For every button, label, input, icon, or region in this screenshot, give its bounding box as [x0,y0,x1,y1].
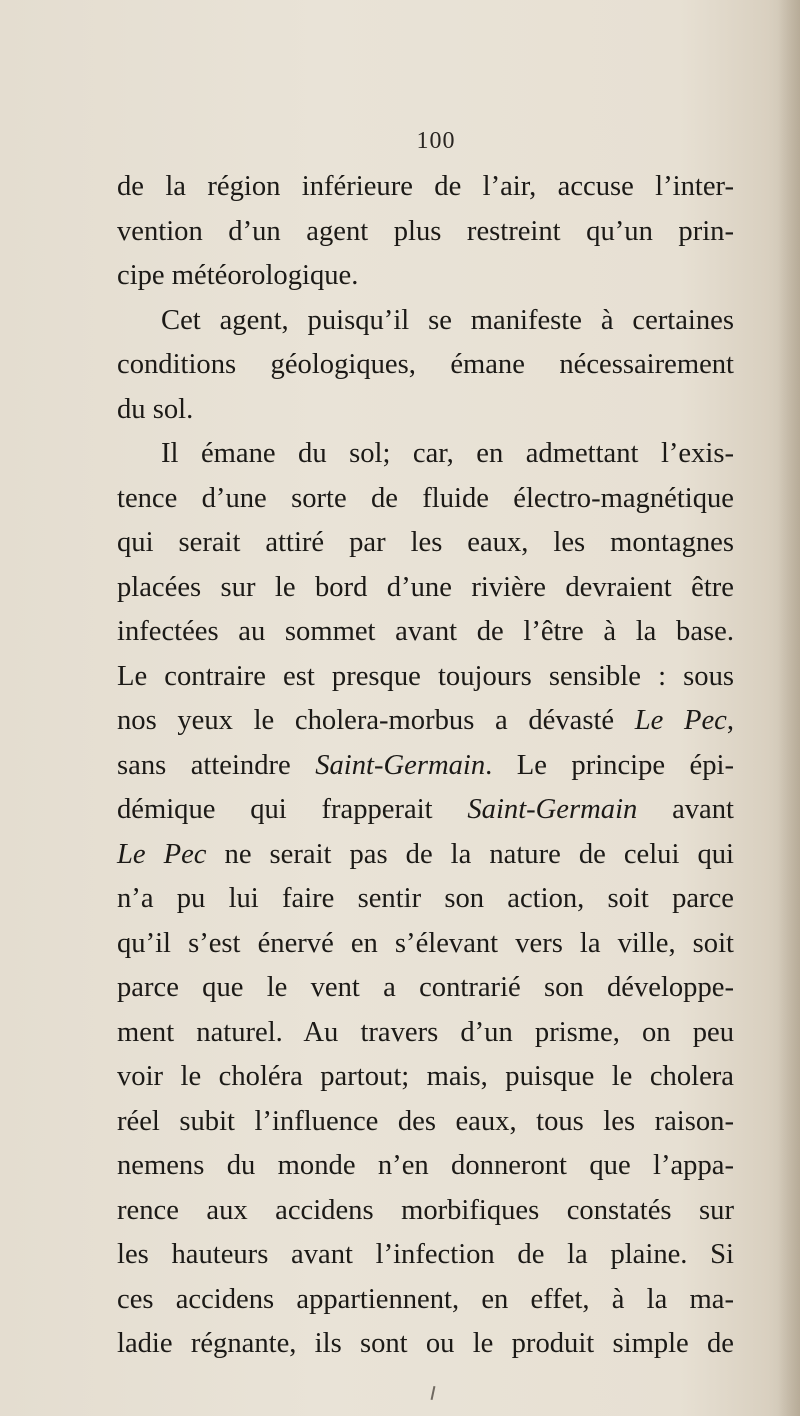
place-name-saint-germain: Saint-Germain [467,794,638,825]
text-line: vention d’un agent plus restreint qu’un prin- [117,215,734,247]
text-line: du sol. [117,393,194,425]
place-name-saint-germain: Saint-Germain [315,749,486,781]
text-run: démique qui frapperait [117,794,468,825]
ink-speck [431,1386,436,1400]
page-number: 100 [416,128,456,154]
text-line [117,744,734,789]
text-line: infectées au sommet avant de l’être à la base. [117,616,734,647]
text-line: ment naturel. Au travers d’un prisme, on peu [117,1016,734,1048]
text-line: de la région inférieure de l’air, accuse l’inter- [117,171,734,202]
text-line: rence aux accidens morbifiques constatés sur [117,1194,734,1226]
text-line: les hauteurs avant l’infection de la plaine. Si [117,1239,734,1270]
text-line: qu’il s’est énervé en s’élevant vers la ville, soit [117,927,734,959]
text-run: sans atteindre [117,749,316,781]
text-line: placées sur le bord d’une rivière devraient être [117,571,734,603]
text-line: cipe météorologique. [117,260,359,291]
text-line: nemens du monde n’en donneront que l’appa- [117,1150,734,1181]
text-line: ladie régnante, ils sont ou le produit simple de [117,1328,734,1359]
text-run: avant [637,794,734,825]
text-line: Il émane du sol; car, en admettant l’exis- [161,438,734,469]
text-line [117,788,734,833]
place-name-le-pec: Le Pec [634,705,727,736]
text-line: réel subit l’influence des eaux, tous les raison- [117,1105,734,1137]
text-run: . Le principe épi- [485,749,735,781]
text-line: Le contraire est presque toujours sensible : sous [117,660,734,692]
text-line: voir le choléra partout; mais, puisque le cholera [117,1061,734,1092]
text-run: ne serait pas de la nature de celui qui [206,838,734,870]
text-line: n’a pu lui faire sentir son action, soit parce [117,883,734,914]
text-line: qui serait attiré par les eaux, les montagnes [117,527,734,558]
text-line: ces accidens appartiennent, en effet, à la ma- [117,1283,734,1315]
text-line: tence d’une sorte de fluide électro-magnétique [117,482,734,514]
text-line [117,833,734,878]
text-line: parce que le vent a contrarié son développe- [117,972,734,1003]
page-edge-shadow [778,0,800,1416]
place-name-le-pec: Le Pec [117,838,207,870]
text-line [117,699,734,744]
text-run: , [726,705,735,736]
body-text [117,165,734,1367]
text-line: conditions géologiques, émane nécessairement [117,349,734,380]
text-line: Cet agent, puisqu’il se manifeste à certaines [161,304,734,336]
text-run: nos yeux le cholera-morbus a dévasté [117,705,635,736]
